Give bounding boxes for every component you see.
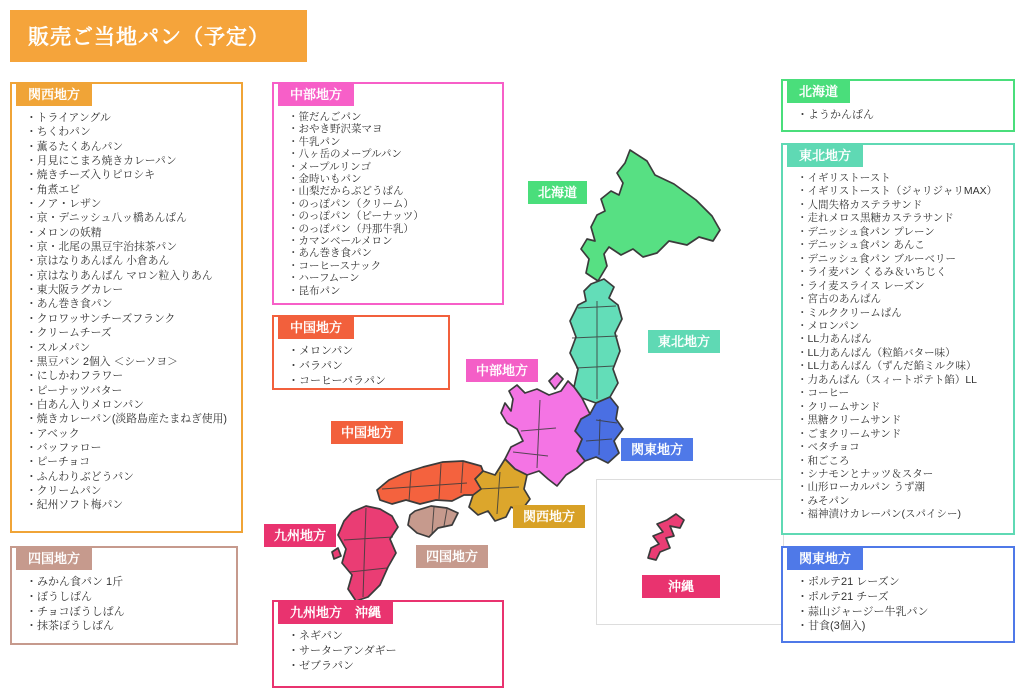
map-label-kyushu: 九州地方 [264,524,336,547]
list-item: ・昆布パン [288,284,341,297]
list-item: ・イギリストースト（ジャリジャリMAX） [797,185,998,198]
list-item: ・ふんわりぶどうパン [26,470,134,483]
map-label-kanto: 関東地方 [621,438,693,461]
list-item: ・みそパン [797,494,850,507]
list-item: ・コーヒーバラパン [288,374,387,387]
list-item: ・イギリストースト [797,172,891,184]
panel-shikoku [10,546,238,645]
list-item: ・京はなりあんぱん 小倉あん [26,255,170,268]
panel-kansai [10,82,243,533]
list-item: ・サーターアンダギー [288,644,397,657]
list-item: ・東大阪ラグカレー [26,284,124,297]
map-label-chugoku: 中国地方 [331,421,403,444]
list-item: ・あん巻き食パン [26,298,113,311]
list-item: ・焼きカレーパン(淡路島産たまねぎ使用) [26,413,227,426]
panel-kanto-header: 関東地方 [787,548,863,570]
list-item: ・ノア・レザン [26,198,102,211]
list-item: ・ちくわパン [26,126,91,139]
list-item: ・メロンパン [288,345,354,357]
panel-chugoku-list [274,344,448,388]
list-item: ・メロンパン [797,319,860,332]
map-label-hokkaido: 北海道 [528,181,587,204]
list-item: ・ポルテ21 レーズン [797,576,900,588]
list-item: ・LL力あんぱん [797,333,872,346]
list-item: ・クリームサンド [797,400,881,413]
list-item: ・メープルリンゴ [288,160,372,173]
panel-tohoku-list [783,172,1013,522]
list-item: ・人間失格カステラサンド [797,198,923,211]
panel-chubu [272,82,504,305]
list-item: ・ピーチョコ [26,456,91,469]
list-item: ・白あん入りメロンパン [26,398,145,411]
list-item: ・月見にこまろ焼きカレーパン [26,155,177,168]
panel-tohoku-header: 東北地方 [787,145,863,167]
list-item: ・あん巻き食パン [288,247,372,260]
list-item: ・八ヶ岳のメープルパン [288,148,402,161]
panel-kyushu-okinawa [272,600,504,688]
panel-tohoku [781,143,1015,535]
region-kyushu [338,506,398,601]
list-item: ・京・北尾の黒豆宇治抹茶パン [26,241,178,254]
panel-kanto [781,546,1015,643]
list-item: ・にしかわフラワー [26,370,124,383]
list-item: ・ゼブラパン [288,659,354,672]
list-item: ・和ごころ [797,454,850,467]
panel-chubu-list [274,111,502,297]
region-okinawa [648,514,684,560]
list-item: ・チョコぼうしぱん [26,605,125,618]
list-item: ・黒糖クリームサンド [797,414,902,427]
list-item: ・牛乳パン [288,135,341,148]
island-sado [549,373,563,389]
panel-chubu-header: 中部地方 [278,84,354,106]
list-item: ・デニッシュ食パン プレーン [797,225,935,238]
panel-chugoku [272,315,450,390]
list-item: ・アベック [26,427,80,440]
list-item: ・笹だんごパン [288,111,362,123]
map-label-chubu: 中部地方 [466,359,538,382]
list-item: ・クロワッサンチーズフランク [26,312,176,325]
map-label-tohoku: 東北地方 [648,330,720,353]
list-item: ・抹茶ぼうしぱん [26,620,114,633]
list-item: ・ライ麦スライス レーズン [797,279,925,292]
map-label-kansai: 関西地方 [513,505,585,528]
page-title: 販売ご当地パン（予定） [10,10,307,62]
list-item: ・コーヒー [797,387,850,400]
list-item: ・のっぽパン（丹那牛乳） [288,222,414,235]
list-item: ・山梨だからぶどうぱん [288,185,404,198]
list-item: ・のっぽパン（ピーナッツ） [288,210,424,223]
list-item: ・ミルククリームぱん [797,306,902,319]
panel-chugoku-header: 中国地方 [278,317,354,339]
list-item: ・黒豆パン 2個入 ＜シーソヨ＞ [26,355,178,368]
list-item: ・山形ローカルパン うず潮 [797,481,925,494]
list-item: ・宮古のあんぱん [797,293,881,306]
list-item: ・クリームパン [26,484,102,497]
list-item: ・ライ麦パン くるみ＆いちじく [797,266,947,279]
panel-kanto-list [783,575,1013,634]
list-item: ・デニッシュ食パン ブルーベリー [797,252,956,265]
list-item: ・ポルテ21 チーズ [797,590,889,603]
list-item: ・京はなりあんぱん マロン粒入りあん [26,269,213,282]
list-item: ・コーヒースナック [288,259,382,272]
panel-shikoku-list [12,575,236,634]
panel-hokkaido-header: 北海道 [787,81,850,103]
panel-kansai-header: 関西地方 [16,84,92,106]
list-item: ・クリームチーズ [26,327,112,340]
list-item: ・蒜山ジャージー牛乳パン [797,605,929,618]
list-item: ・カマンベールメロン [288,235,393,248]
list-item: ・紀州ソフト梅パン [26,499,124,512]
list-item: ・メロンの妖精 [26,226,102,239]
list-item: ・力あんぱん（スィートポテト餡）LL [797,373,977,386]
list-item: ・甘食(3個入) [797,620,866,633]
list-item: ・LL力あんぱん（ずんだ餡ミルク味） [797,360,977,373]
list-item: ・バッファロー [26,441,102,454]
panel-shikoku-header: 四国地方 [16,548,92,570]
island-goto [332,548,341,559]
list-item: ・ハーフムーン [288,272,360,285]
list-item: ・ようかんぱん [797,109,874,121]
list-item: ・トライアングル [26,112,111,124]
list-item: ・バラパン [288,359,343,372]
list-item: ・ピーナッツバター [26,384,123,397]
list-item: ・走れメロス黒糖カステラサンド [797,212,954,225]
list-item: ・薫るたくあんパン [26,140,124,153]
list-item: ・京・デニッシュ八ッ橋あんぱん [26,212,187,225]
list-item: ・デニッシュ食パン あんこ [797,239,925,252]
list-item: ・スルメパン [26,341,91,354]
panel-hokkaido [781,79,1015,132]
map-label-shikoku: 四国地方 [416,545,488,568]
list-item: ・金時いもパン [288,173,362,186]
list-item: ・ネギパン [288,630,343,642]
region-chugoku [377,461,483,504]
panel-kyushu-okinawa-header: 九州地方 沖縄 [278,602,393,624]
list-item: ・のっぽパン（クリーム） [288,197,414,210]
list-item: ・ぼうしぱん [26,590,92,603]
panel-kyushu-okinawa-list [274,629,502,673]
list-item: ・ベタチョコ [797,441,860,454]
map-label-okinawa: 沖縄 [642,575,720,598]
list-item: ・角煮エビ [26,183,80,196]
list-item: ・シナモンとナッツ＆スター [797,467,934,480]
region-hokkaido [581,150,720,281]
region-tohoku [570,279,622,403]
list-item: ・ごまクリームサンド [797,427,902,440]
list-item: ・LL力あんぱん（粒餡バター味） [797,346,956,359]
list-item: ・おやき野沢菜マヨ [288,123,383,136]
panel-hokkaido-list [783,108,1013,123]
panel-kansai-list [12,111,241,513]
list-item: ・みかん食パン 1斤 [26,576,124,588]
list-item: ・福神漬けカレーパン(スパイシー) [797,508,961,521]
list-item: ・焼きチーズ入りピロシキ [26,169,156,182]
